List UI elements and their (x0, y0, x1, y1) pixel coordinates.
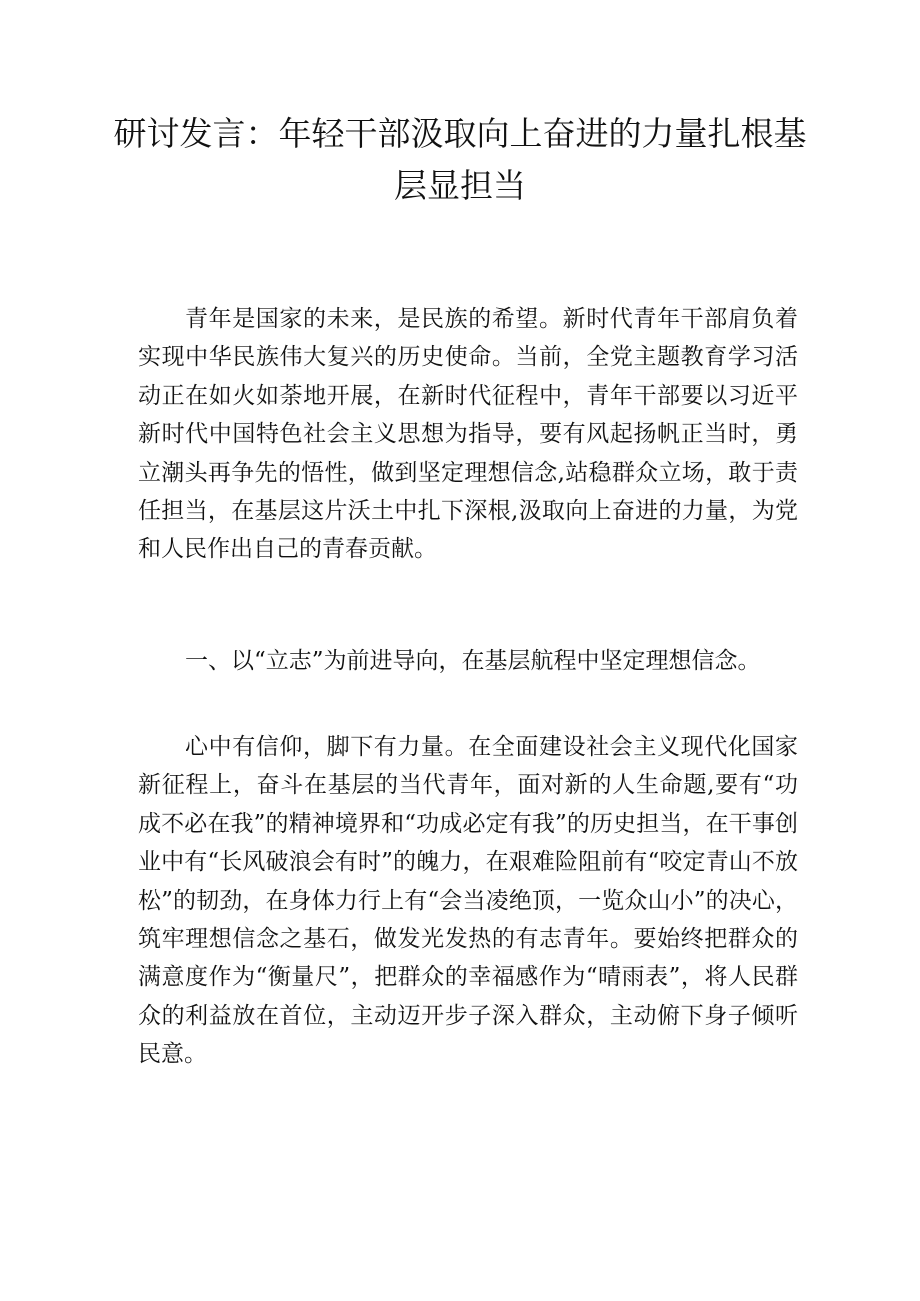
section-heading: 一、以“立志”为前进导向，在基层航程中坚定理想信念。 (185, 648, 761, 674)
intro-paragraph: 青年是国家的未来，是民族的希望。新时代青年干部肩负着实现中华民族伟大复兴的历史使命。当前，全党主题教育学习活动正在如火如荼地开展，在新时代征程中，青年干部要以习近平新时代中国特色社会主义思想为指导，要有风起扬帆正当时，勇立潮头再争先的悟性，做到坚定理想信念,站稳群众立场，敢于责任担当，在基层这片沃土中扎下深根,汲取向上奋进的力量，为党和人民作出自己的青春贡献。 (138, 306, 798, 563)
section-paragraph: 心中有信仰，脚下有力量。在全面建设社会主义现代化国家新征程上，奋斗在基层的当代青年，面对新的人生命题,要有“功成不必在我”的精神境界和“功成必定有我”的历史担当，在干事创业中有“长风破浪会有时”的魄力，在艰难险阻前有“咬定青山不放松”的韧劲，在身体力行上有“会当凌绝顶，一览众山小”的决心，筑牢理想信念之基石，做发光发热的有志青年。要始终把群众的满意度作为“衡量尺”，把群众的幸福感作为“晴雨表”，将人民群众的利益放在首位，主动迈开步子深入群众，主动俯下身子倾听民意。 (138, 734, 798, 1068)
document-title: 研讨发言：年轻干部汲取向上奋进的力量扎根基层显担当 (113, 114, 807, 205)
